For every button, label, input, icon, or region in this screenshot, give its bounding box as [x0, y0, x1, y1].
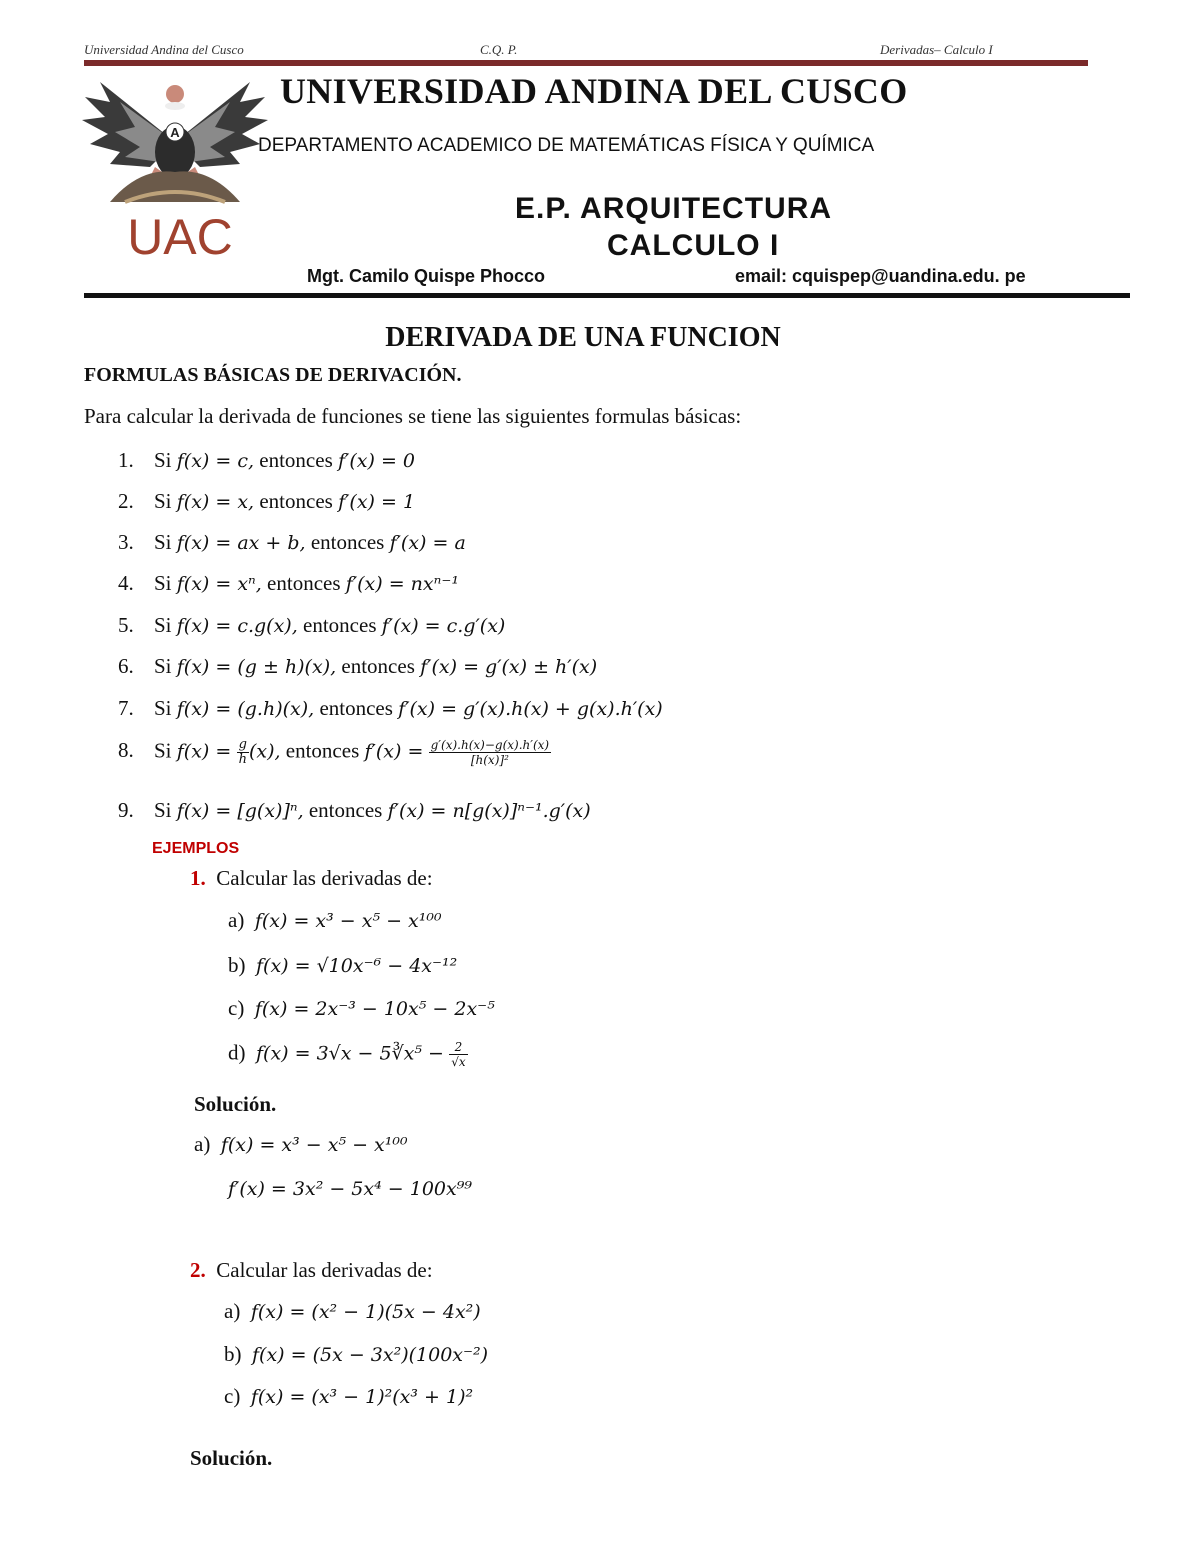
running-header-center: C.Q. P.: [480, 42, 518, 57]
formula-number: 1.: [118, 448, 134, 472]
formula-number: 2.: [118, 489, 134, 513]
formula-item: 6. Si f(x) = (g ± h)(x), entonces f′(x) = g′(x) ± h′(x): [118, 654, 598, 678]
formula-item: 1. Si f(x) = c, entonces f′(x) = 0: [118, 448, 415, 472]
running-header-left: Universidad Andina del Cusco: [84, 42, 244, 57]
logo-text: UAC: [127, 209, 233, 265]
formula-number: 5.: [118, 613, 134, 637]
example-2-item: a) f(x) = (x² − 1)(5x − 4x²): [224, 1299, 481, 1323]
intro-text: Para calcular la derivada de funciones se tiene las siguientes formulas básicas:: [84, 404, 742, 428]
school-name: E.P. ARQUITECTURA: [515, 192, 833, 225]
formula-number: 7.: [118, 696, 134, 720]
section-subtitle: FORMULAS BÁSICAS DE DERIVACIÓN.: [84, 364, 462, 386]
teacher-name: Mgt. Camilo Quispe Phocco: [307, 266, 546, 286]
university-name: UNIVERSIDAD ANDINA DEL CUSCO: [280, 71, 908, 111]
logo-letter: A: [170, 125, 180, 140]
examples-label: EJEMPLOS: [152, 840, 240, 857]
letterhead-rule: [84, 293, 1130, 298]
solution-label: Solución.: [190, 1446, 273, 1470]
formula-number: 3.: [118, 530, 134, 554]
formula-item: 7. Si f(x) = (g.h)(x), entonces f′(x) = g′(x).h(x) + g(x).h′(x): [118, 696, 663, 720]
university-logo: [80, 72, 270, 272]
formula-item: 9. Si f(x) = [g(x)]ⁿ, entonces f′(x) = n[g(x)]ⁿ⁻¹.g′(x): [118, 798, 591, 822]
example-1-item: b) f(x) = √10x⁻⁶ − 4x⁻¹²: [228, 953, 458, 977]
solution-line: a) f(x) = x³ − x⁵ − x¹⁰⁰: [194, 1132, 408, 1156]
formula-number: 8.: [118, 738, 134, 763]
header-rule: [84, 60, 1088, 66]
course-name: CALCULO I: [607, 229, 780, 262]
solution-line: f′(x) = 3x² − 5x⁴ − 100x⁹⁹: [228, 1178, 472, 1200]
department-name: DEPARTAMENTO ACADEMICO DE MATEMÁTICAS FÍSICA Y QUÍMICA: [258, 135, 875, 156]
example-1-item: d) f(x) = 3√x − 5∛x⁵ − $\frac{2}{√x}$: [228, 1040, 466, 1069]
formula-item: 8. Si f(x) = $\frac{g}{h}$ (x), entonces f′(x) = $\frac{g'(x).h(x)-g(x).h'(x)}{\text{[h(x)]²}}$: [118, 737, 550, 767]
example-1-prompt: 1. Calcular las derivadas de:: [190, 866, 433, 890]
example-2-item: b) f(x) = (5x − 3x²)(100x⁻²): [224, 1342, 489, 1366]
formula-item: 5. Si f(x) = c.g(x), entonces f′(x) = c.g′(x): [118, 613, 506, 637]
formula-number: 4.: [118, 571, 134, 595]
running-header-right: Derivadas– Calculo I: [880, 42, 993, 57]
example-2-prompt: 2. Calcular las derivadas de:: [190, 1258, 433, 1282]
solution-label: Solución.: [194, 1092, 277, 1116]
formula-number: 6.: [118, 654, 134, 678]
formula-number: 9.: [118, 798, 134, 822]
teacher-email: email: cquispep@uandina.edu. pe: [735, 266, 1026, 286]
formula-item: 3. Si f(x) = ax + b, entonces f′(x) = a: [118, 530, 466, 554]
formula-item: 4. Si f(x) = xⁿ, entonces f′(x) = nxⁿ⁻¹: [118, 571, 459, 595]
example-1-item: a) f(x) = x³ − x⁵ − x¹⁰⁰: [228, 908, 442, 932]
example-1-item: c) f(x) = 2x⁻³ − 10x⁵ − 2x⁻⁵: [228, 996, 495, 1020]
formula-item: 2. Si f(x) = x, entonces f′(x) = 1: [118, 489, 416, 513]
page-title: DERIVADA DE UNA FUNCION: [385, 322, 781, 353]
example-2-item: c) f(x) = (x³ − 1)²(x³ + 1)²: [224, 1384, 474, 1408]
